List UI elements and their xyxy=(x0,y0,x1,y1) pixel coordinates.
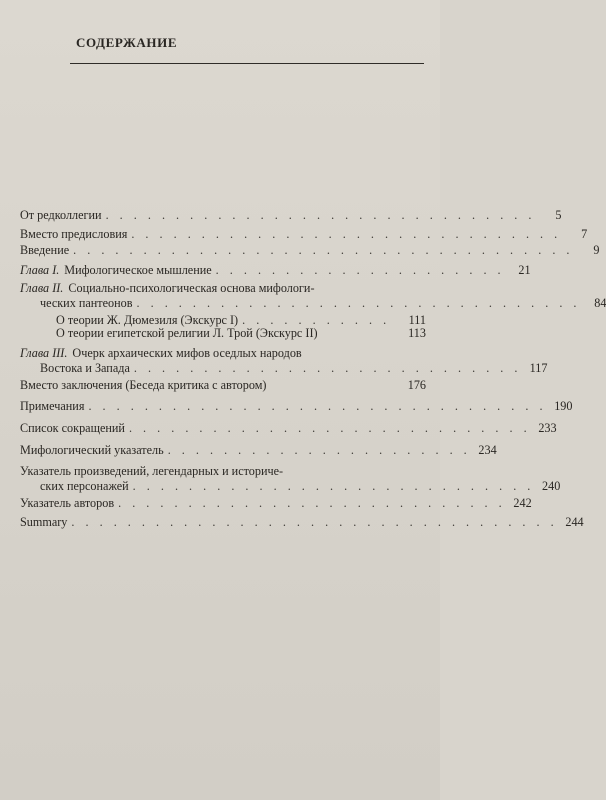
dot-leader: . . . . . . . . . . . . . . . . . . . . . . xyxy=(167,443,471,457)
toc-entry-excursus-1: О теории Ж. Дюмезиля (Экскурс I) . . . . . . . . . . . 111 xyxy=(56,313,426,327)
page-number: 5 xyxy=(555,208,562,222)
chapter-label: Глава III. xyxy=(20,346,68,360)
dot-leader: . . . . . . . . . . . . . . . . . . . . . . . . . . . . . xyxy=(132,479,535,493)
toc-entry-excursus-2: О теории египетской религии Л. Трой (Экскурс II) 113 xyxy=(56,326,426,340)
page-title: СОДЕРЖАНИЕ xyxy=(76,35,178,50)
dot-leader: . . . . . . . . . . . xyxy=(242,313,391,327)
page-number: 7 xyxy=(581,227,588,241)
dot-leader: . . . . . . . . . . . . . . . . . . . . . . . . . . . . . . . xyxy=(131,227,562,241)
page-number: 240 xyxy=(542,479,561,493)
page-number: 117 xyxy=(529,361,548,375)
toc-entry-preface: Вместо предисловия . . . . . . . . . . . . . . . . . . . . . . . . . . . . . . . 7 xyxy=(20,227,588,241)
page-number: 111 xyxy=(408,313,426,327)
toc-entry-editorial: От редколлегии . . . . . . . . . . . . . . . . . . . . . . . . . . . . . . . 5 xyxy=(20,208,562,222)
page-number: 234 xyxy=(478,443,497,457)
toc-entry-introduction: Введение . . . . . . . . . . . . . . . . . . . . . . . . . . . . . . . . . . . . 9 xyxy=(20,243,600,257)
page-number: 9 xyxy=(593,243,600,257)
dot-leader: . . . . . . . . . . . . . . . . . . . . . . . . . . . . xyxy=(133,361,522,375)
page-number: 21 xyxy=(518,263,531,277)
dot-leader: . . . . . . . . . . . . . . . . . . . . . . . . . . . . xyxy=(118,496,506,510)
dot-leader: . . . . . . . . . . . . . . . . . . . . . . . . . . . . . . . . xyxy=(136,296,581,310)
toc-entry-authors-index: Указатель авторов . . . . . . . . . . . . . . . . . . . . . . . . . . . . 242 xyxy=(20,496,532,510)
page-number: 242 xyxy=(513,496,532,510)
toc-entry-conclusion: Вместо заключения (Беседа критика с автором) 176 xyxy=(20,378,426,392)
dot-leader: . . . . . . . . . . . . . . . . . . . . . xyxy=(215,263,505,277)
chapter-label: Глава I. xyxy=(20,263,60,277)
chapter-label: Глава II. xyxy=(20,281,64,295)
page-number: 176 xyxy=(407,378,426,392)
dot-leader: . . . . . . . . . . . . . . . . . . . . . . . . . . . . . . . . . . . xyxy=(71,515,558,529)
page-number: 244 xyxy=(565,515,584,529)
dot-leader: . . . . . . . . . . . . . . . . . . . . . . . . . . . . . xyxy=(128,421,531,435)
toc-entry-works-index: Указатель произведений, легендарных и историче- ских персонажей . . . . . . . . . . . . . . . . . . . . . . . . . . . . . 240 xyxy=(20,464,561,493)
toc-entry-mythological-index: Мифологический указатель . . . . . . . . . . . . . . . . . . . . . . 234 xyxy=(20,443,497,457)
page-number: 233 xyxy=(538,421,557,435)
toc-entry-abbreviations: Список сокращений . . . . . . . . . . . . . . . . . . . . . . . . . . . . . 233 xyxy=(20,421,557,435)
toc-entry-summary: Summary . . . . . . . . . . . . . . . . . . . . . . . . . . . . . . . . . . . 244 xyxy=(20,515,584,529)
toc-entry-chapter-1: Глава I. Мифологическое мышление . . . . . . . . . . . . . . . . . . . . . 21 xyxy=(20,263,531,277)
page-number: 190 xyxy=(554,399,573,413)
dot-leader: . . . . . . . . . . . . . . . . . . . . . . . . . . . . . . . . . . . . xyxy=(73,243,574,257)
dot-leader: . . . . . . . . . . . . . . . . . . . . . . . . . . . . . . . . . xyxy=(88,399,547,413)
page-number: 84 xyxy=(594,296,606,310)
dot-leader: . . . . . . . . . . . . . . . . . . . . . . . . . . . . . . . xyxy=(105,208,536,222)
toc-entry-notes: Примечания . . . . . . . . . . . . . . . . . . . . . . . . . . . . . . . . . 190 xyxy=(20,399,573,413)
toc-entry-chapter-3: Глава III. Очерк архаических мифов оседлых народов Востока и Запада . . . . . . . . . . . . . . . . . . . . . . . . . . . . 117 xyxy=(20,346,548,375)
page-number: 113 xyxy=(408,326,426,340)
toc-entry-chapter-2: Глава II. Социально-психологическая основа мифологи- ческих пантеонов . . . . . . . . . . . . . . . . . . . . . . . . . . . . . . . . 84 xyxy=(20,281,606,310)
